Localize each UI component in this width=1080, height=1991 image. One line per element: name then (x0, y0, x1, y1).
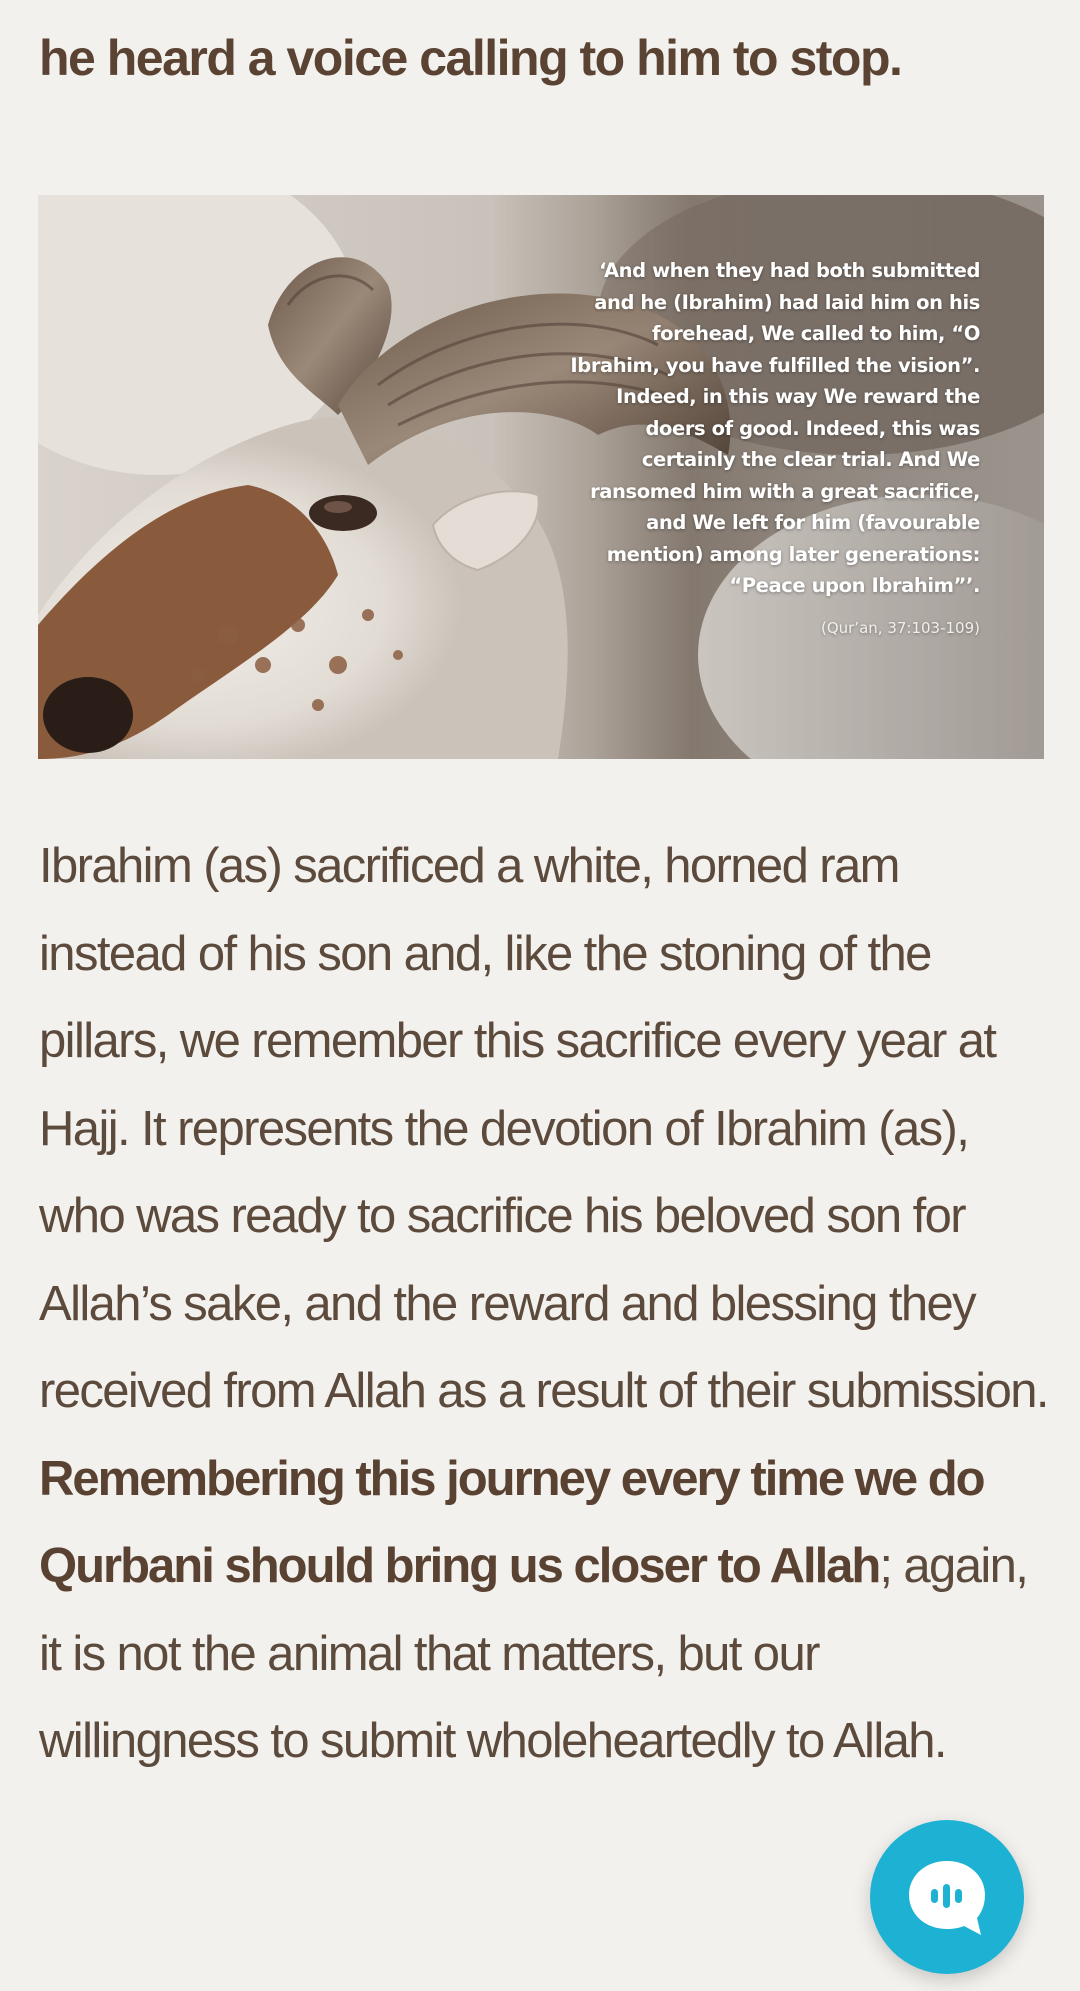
paragraph-outro: ; again, it is not the animal that matters, but our willingness to submit wholeheartedly to Allah. (39, 1539, 1028, 1768)
chat-button[interactable] (870, 1820, 1024, 1974)
quote-text: ‘And when they had both submitted and he (Ibrahim) had laid him on his forehead, We called to him, “O Ibrahim, you have fulfilled the vision”. Indeed, in this way We reward the doers of good. Indeed, this was certainly the clear trial. And We ransomed him with a great sacrifice, and We left for him (favourable mention) among later generations: “Peace upon Ibrahim”’. (570, 259, 980, 597)
paragraph-intro: Ibrahim (as) sacrificed a white, horned ram instead of his son and, like the stoning of the pillars, we remember this sacrifice every year at Hajj. It represents the devotion of Ibrahim (as), who was ready to sacrifice his beloved son for Allah’s sake, and the reward and blessing they received from Allah as a result of their submission. (39, 839, 1048, 1418)
article-paragraph (39, 823, 1049, 1786)
paragraph-emphasis: Remembering this journey every time we do Qurbani should bring us closer to Allah (39, 1451, 984, 1593)
section-heading: he heard a voice calling to him to stop. (39, 30, 902, 86)
ram-quote-image (38, 195, 1044, 759)
chat-bubble-icon (901, 1851, 993, 1943)
quote-citation: (Qur’an, 37:103-109) (820, 618, 980, 637)
quran-quote (560, 255, 980, 638)
